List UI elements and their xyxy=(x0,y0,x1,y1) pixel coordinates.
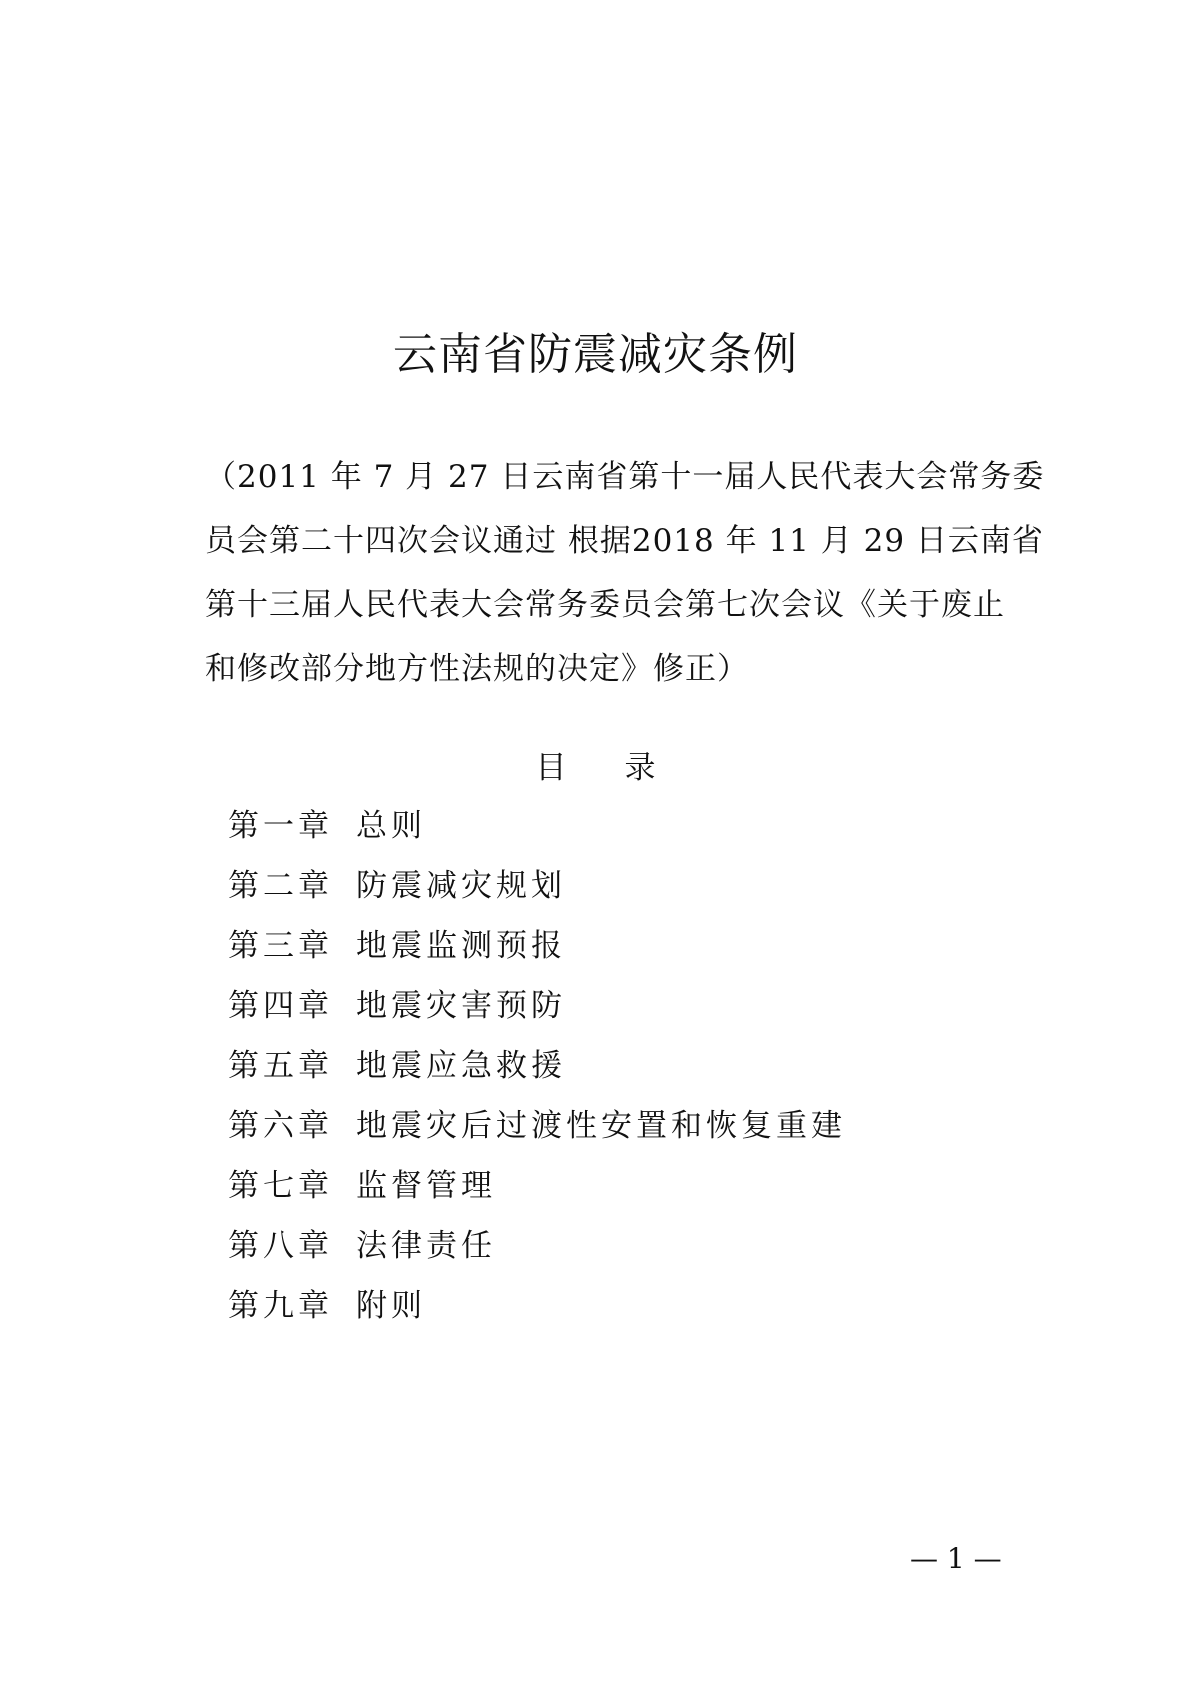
toc-item-1 xyxy=(228,796,846,856)
enactment-note-line: （2011 年 7 月 27 日云南省第十一届人民代表大会常务委 xyxy=(205,459,1045,495)
toc-heading: 目录 xyxy=(535,750,714,786)
toc-chapter-title: 法律责任 xyxy=(356,1228,496,1264)
toc-item-5 xyxy=(228,1036,846,1096)
toc-chapter-title: 附则 xyxy=(356,1288,426,1324)
enactment-note xyxy=(205,445,1045,701)
document-title: 云南省防震减灾条例 xyxy=(393,329,798,380)
toc-item-2 xyxy=(228,856,846,916)
toc-chapter-title: 地震灾害预防 xyxy=(356,988,566,1024)
toc-chapter-number: 第六章 xyxy=(228,1108,333,1144)
toc-chapter-title: 防震减灾规划 xyxy=(356,868,566,904)
enactment-note-line: 和修改部分地方性法规的决定》修正） xyxy=(205,651,749,687)
toc-chapter-number: 第二章 xyxy=(228,868,333,904)
toc-chapter-number: 第一章 xyxy=(228,808,333,844)
toc-item-7 xyxy=(228,1156,846,1216)
toc-item-8 xyxy=(228,1216,846,1276)
toc-item-4 xyxy=(228,976,846,1036)
toc-chapter-title: 地震应急救援 xyxy=(356,1048,566,1084)
table-of-contents xyxy=(228,796,846,1336)
toc-chapter-title: 地震灾后过渡性安置和恢复重建 xyxy=(356,1108,846,1144)
toc-chapter-number: 第三章 xyxy=(228,928,333,964)
enactment-note-line: 员会第二十四次会议通过 根据2018 年 11 月 29 日云南省 xyxy=(205,523,1044,559)
toc-item-9 xyxy=(228,1276,846,1336)
toc-chapter-title: 地震监测预报 xyxy=(356,928,566,964)
toc-chapter-number: 第七章 xyxy=(228,1168,333,1204)
page-number: — 1 — xyxy=(910,1542,1002,1575)
toc-item-3 xyxy=(228,916,846,976)
toc-chapter-title: 总则 xyxy=(356,808,426,844)
enactment-note-line: 第十三届人民代表大会常务委员会第七次会议《关于废止 xyxy=(205,587,1005,623)
toc-chapter-number: 第五章 xyxy=(228,1048,333,1084)
toc-chapter-title: 监督管理 xyxy=(356,1168,496,1204)
toc-chapter-number: 第九章 xyxy=(228,1288,333,1324)
toc-chapter-number: 第八章 xyxy=(228,1228,333,1264)
toc-chapter-number: 第四章 xyxy=(228,988,333,1024)
toc-item-6 xyxy=(228,1096,846,1156)
